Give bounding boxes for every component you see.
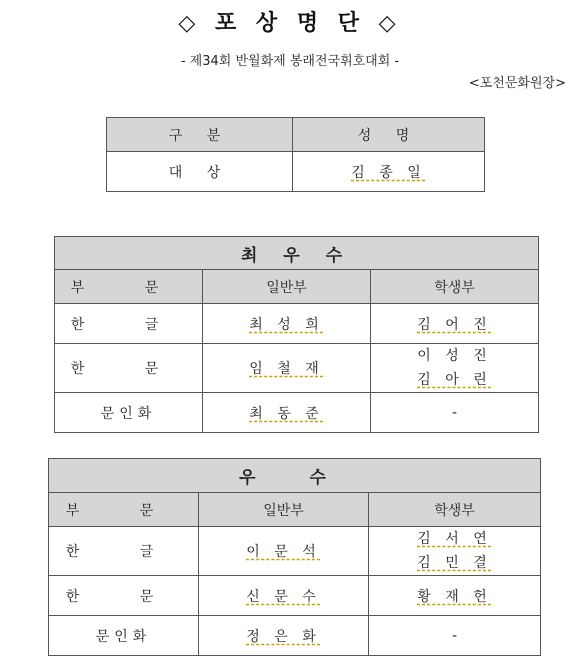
table-row (55, 304, 539, 344)
general-cell (203, 304, 371, 344)
general-cell (203, 344, 371, 393)
table-row (49, 616, 541, 656)
division-cell: 문인화 (55, 393, 203, 433)
excellent-award-table (48, 458, 541, 656)
winner-name: 신 문 수 (246, 588, 321, 605)
winner-name: 최 성 희 (249, 316, 324, 333)
grand-category-cell: 대 상 (107, 152, 293, 192)
student-cell (371, 304, 539, 344)
winner-name: 이 성 진 (417, 348, 492, 364)
general-cell (203, 393, 371, 433)
winner-name: 황 재 헌 (417, 588, 492, 605)
winner-name: 김 민 결 (417, 555, 492, 571)
winner-name: 임 철 재 (249, 361, 324, 377)
division-cell: 한 글 (49, 527, 199, 576)
winner-name: 김 서 연 (417, 531, 492, 547)
header-name: 성 명 (293, 118, 485, 152)
excellent-header-division: 부 문 (49, 493, 199, 527)
excellent-caption: 우 수 (49, 459, 541, 493)
winner-name: 김 아 린 (417, 372, 492, 388)
student-cell (371, 344, 539, 393)
winner-name: 정 은 화 (246, 628, 321, 645)
best-header-division: 부 문 (55, 270, 203, 304)
excellent-header-general: 일반부 (199, 493, 369, 527)
student-cell: - (371, 393, 539, 433)
student-cell (369, 576, 541, 616)
table-row (55, 393, 539, 433)
general-cell (199, 576, 369, 616)
header-category: 구 분 (107, 118, 293, 152)
table-row (49, 576, 541, 616)
best-header-general: 일반부 (203, 270, 371, 304)
table-row (55, 344, 539, 393)
page-title: ◇ 포 상 명 단 ◇ (178, 11, 402, 36)
best-award-table (54, 236, 539, 433)
winner-name: 이 문 석 (246, 544, 321, 560)
division-cell: 한 문 (49, 576, 199, 616)
best-caption: 최 우 수 (55, 237, 539, 270)
organizer-label: <포천문화원장> (468, 76, 566, 91)
division-cell: 한 문 (55, 344, 203, 393)
best-header-student: 학생부 (371, 270, 539, 304)
table-row (49, 527, 541, 576)
student-cell (369, 527, 541, 576)
student-cell: - (369, 616, 541, 656)
event-subtitle: - 제34회 반월화제 봉래전국휘호대회 - (180, 54, 400, 69)
excellent-header-student: 학생부 (369, 493, 541, 527)
division-cell: 한 글 (55, 304, 203, 344)
winner-name: 최 동 준 (249, 405, 324, 422)
division-cell: 문인화 (49, 616, 199, 656)
grand-name-cell (293, 152, 485, 192)
grand-winner-name: 김 종 일 (351, 164, 426, 181)
grand-prize-table (106, 117, 485, 192)
winner-name: 김 어 진 (417, 316, 492, 333)
general-cell (199, 616, 369, 656)
general-cell (199, 527, 369, 576)
